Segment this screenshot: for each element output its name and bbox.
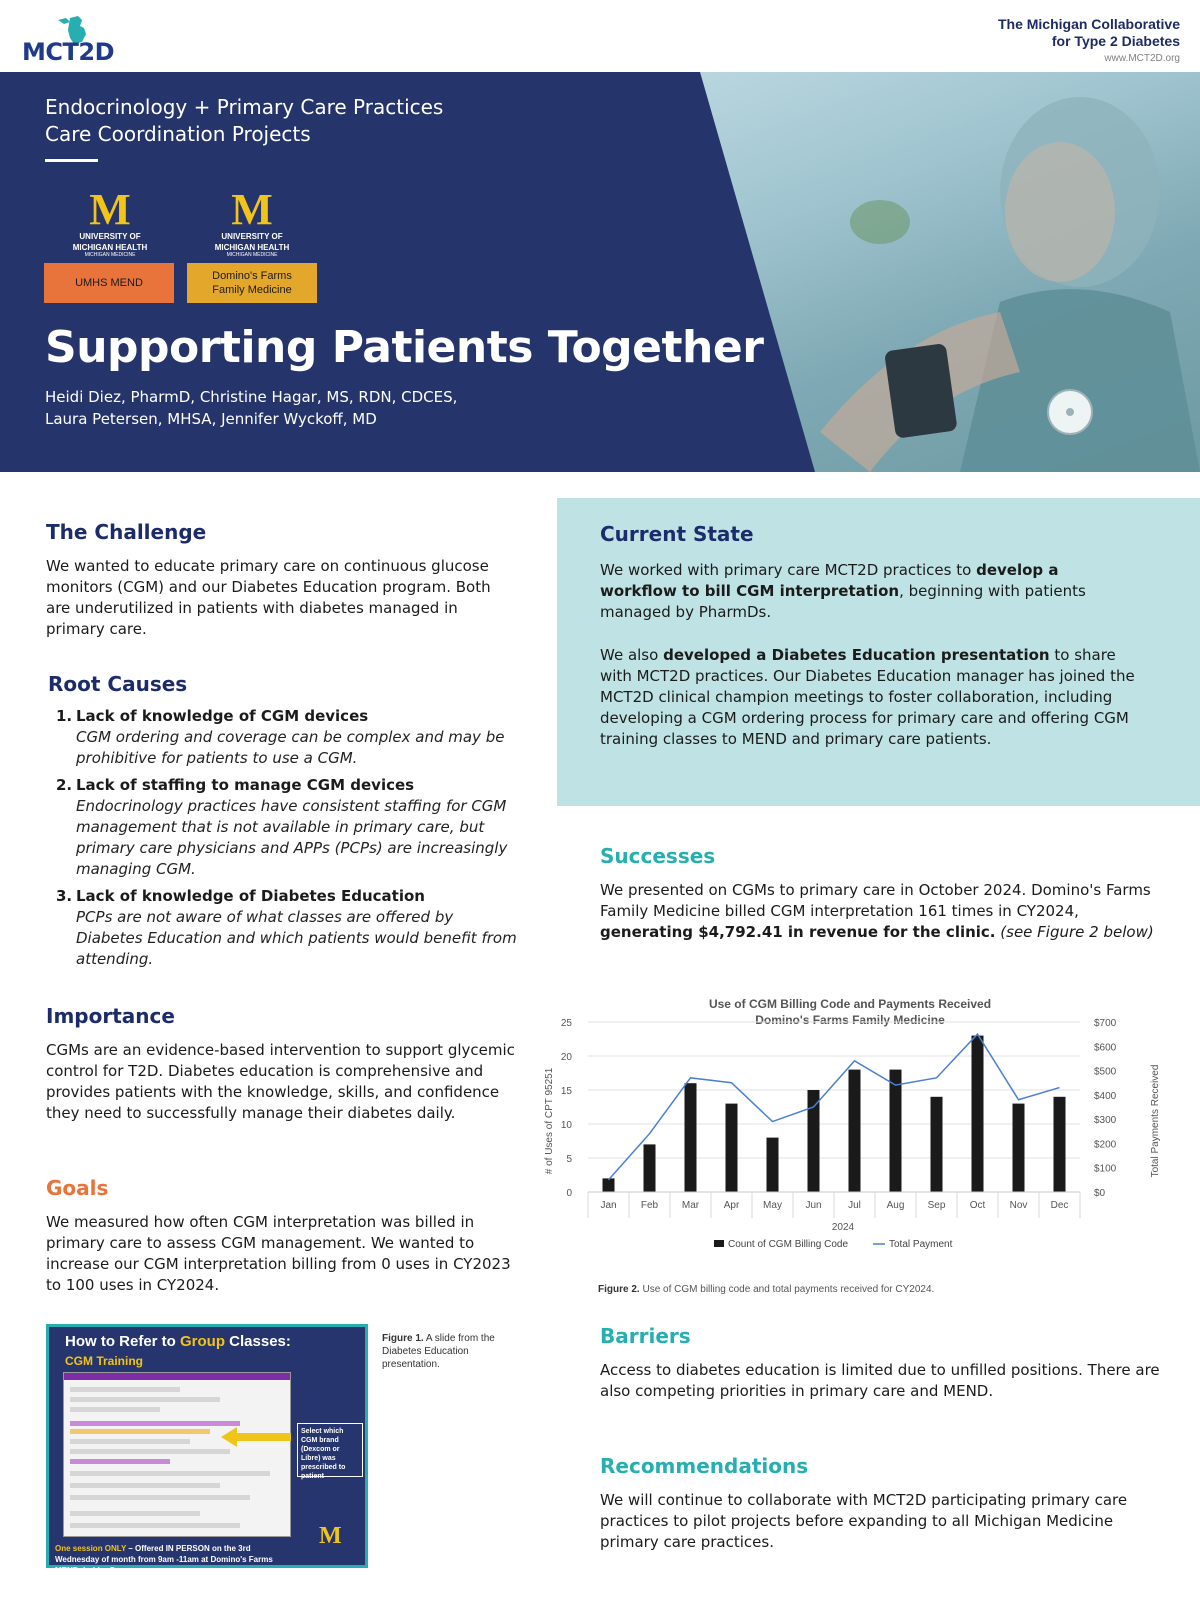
chart-title: Use of CGM Billing Code and Payments Received [708, 997, 992, 1011]
root-cause-desc: PCPs are not aware of what classes are offered by Diabetes Education and which patients would benefit from attending. [76, 908, 517, 968]
figure2-caption: Figure 2. Use of CGM billing code and total payments received for CY2024. [598, 1284, 935, 1295]
bar-jun [808, 1090, 820, 1192]
recommendations-text: We will continue to collaborate with MCT2D participating primary care practices to pilot projects before expanding to all Michigan Medicine primary care practices. [600, 1491, 1128, 1551]
bar-feb [644, 1144, 656, 1192]
root-cause-item [56, 775, 518, 880]
y-tick-label: 5 [566, 1154, 572, 1165]
org-name-line2: for Type 2 Diabetes [1051, 33, 1180, 49]
bar-apr [726, 1104, 738, 1192]
y2-tick-label: $600 [1094, 1042, 1117, 1054]
section-barriers [600, 1324, 1160, 1402]
figure2-chart [540, 996, 1180, 1286]
um-health-logo-2 [212, 185, 292, 259]
y2-tick-label: $100 [1094, 1163, 1117, 1175]
referral-form-screenshot [63, 1372, 291, 1537]
x-tick-label: Feb [640, 1200, 659, 1211]
y-tick-label: 10 [560, 1120, 572, 1131]
y-tick-label: 25 [560, 1018, 572, 1029]
x-tick-label: Sep [927, 1200, 946, 1211]
y-axis-label: # of Uses of CPT 95251 [544, 1067, 555, 1175]
hero-subtitle-line2: Care Coordination Projects [45, 122, 311, 146]
block-m-icon: M [231, 185, 273, 234]
arrow-left-icon [221, 1427, 291, 1447]
tag-umhs-mend-label: UMHS MEND [75, 277, 143, 289]
root-cause-item [56, 706, 518, 769]
org-block [998, 16, 1180, 64]
y2-tick-label: $500 [1094, 1066, 1117, 1078]
um-logo-line2: MICHIGAN HEALTH [214, 243, 290, 252]
poster-authors [45, 386, 457, 430]
y2-tick-label: $200 [1094, 1139, 1117, 1151]
section-root-causes [48, 672, 518, 976]
tag-umhs-mend [44, 263, 174, 303]
x-tick-label: Apr [723, 1200, 740, 1211]
combo-chart [540, 996, 1180, 1286]
tag-dominos-farms [187, 263, 317, 303]
x-axis-label: 2024 [831, 1222, 855, 1233]
recommendations-heading: Recommendations [600, 1454, 809, 1478]
hero-banner [0, 72, 1200, 472]
x-tick-label: Jan [600, 1200, 617, 1211]
um-logo-line1: UNIVERSITY OF [79, 232, 141, 241]
current-state-heading: Current State [600, 522, 754, 546]
bar-mar [685, 1083, 697, 1192]
bar-aug [890, 1070, 902, 1192]
chart-legend [714, 1239, 953, 1250]
hero-subtitle-line1: Endocrinology + Primary Care Practices [45, 95, 444, 119]
root-cause-title: 1. Lack of knowledge of CGM devices [56, 707, 369, 725]
figure1-slide [46, 1324, 368, 1575]
mct2d-logo [22, 14, 122, 66]
section-goals [46, 1176, 516, 1296]
barriers-heading: Barriers [600, 1324, 691, 1348]
logo-text: MCT2D [22, 38, 114, 66]
slide-title: How to Refer to Group Classes: [65, 1333, 291, 1350]
x-tick-label: Jul [848, 1200, 861, 1211]
y2-tick-label: $700 [1094, 1018, 1117, 1029]
bar-nov [1013, 1104, 1025, 1192]
importance-heading: Importance [46, 1004, 175, 1028]
section-challenge [46, 520, 516, 640]
goals-text: We measured how often CGM interpretation was billed in primary care to assess CGM management. We wanted to increase our CGM interpretation billing from 0 uses in CY2023 to 100 uses in CY2024. [46, 1213, 511, 1294]
slide-subtitle: CGM Training [65, 1354, 143, 1368]
tag-dominos-line2: Family Medicine [212, 284, 292, 296]
hero-subtitle [45, 94, 443, 148]
poster-title: Supporting Patients Together [45, 322, 764, 373]
y-tick-label: 15 [560, 1086, 572, 1097]
current-state-p2: We also developed a Diabetes Education presentation to share with MCT2D practices. Our Diabetes Education manager has joined the MCT2D clinical champion meetings to foster collaboration, including developing a CGM ordering process for primary care and offering CGM training classes to MEND and primary care patients. [600, 646, 1135, 748]
y2-axis-label: Total Payments Received [1150, 1064, 1161, 1178]
legend-label-bars: Count of CGM Billing Code [728, 1239, 849, 1250]
root-cause-title: 3. Lack of knowledge of Diabetes Education [56, 887, 425, 905]
um-health-logo-1 [70, 185, 150, 259]
root-cause-desc: Endocrinology practices have consistent staffing for CGM management that is not available in primary care, but primary care physicians and APPs (PCPs) are increasingly managing CGM. [76, 797, 508, 878]
block-m-icon: M [89, 185, 131, 234]
section-successes [600, 844, 1160, 943]
chart-subtitle: Domino's Farms Family Medicine [755, 1013, 945, 1027]
y-tick-label: 0 [566, 1188, 572, 1199]
slide-callout: Select which CGM brand (Dexcom or Libre) was prescribed to patient [297, 1423, 363, 1477]
block-m-icon: M [319, 1523, 342, 1549]
importance-text: CGMs are an evidence-based intervention to support glycemic control for T2D. Diabetes education is comprehensive and provides patients with the knowledge, skills, and confidence they need to successfully manage their diabetes daily. [46, 1041, 515, 1122]
challenge-heading: The Challenge [46, 520, 207, 544]
successes-heading: Successes [600, 844, 716, 868]
hero-divider [45, 159, 98, 162]
section-current-state [557, 498, 1200, 806]
x-tick-label: Jun [805, 1200, 822, 1211]
bar-jan [603, 1178, 615, 1192]
y2-tick-label: $300 [1094, 1115, 1117, 1127]
root-causes-heading: Root Causes [48, 672, 188, 696]
x-tick-label: Dec [1050, 1200, 1069, 1211]
um-logo-line3: MICHIGAN MEDICINE [226, 252, 278, 258]
y-tick-label: 20 [560, 1052, 572, 1063]
slide-footer: One session ONLY – Offered IN PERSON on the 3rd Wednesday of month from 9am -11am at Domino's Farms MEND, Lobby C [55, 1544, 273, 1575]
root-cause-item [56, 886, 518, 970]
root-cause-title: 2. Lack of staffing to manage CGM devices [56, 776, 415, 794]
legend-label-line: Total Payment [889, 1239, 953, 1250]
x-tick-label: Nov [1009, 1200, 1028, 1211]
root-causes-list [48, 706, 518, 970]
section-recommendations [600, 1454, 1160, 1553]
um-logo-line3: MICHIGAN MEDICINE [84, 252, 136, 258]
org-name-line1: The Michigan Collaborative [997, 16, 1180, 32]
bar-jul [849, 1070, 861, 1192]
x-tick-label: May [763, 1200, 782, 1211]
um-logo-line1: UNIVERSITY OF [221, 232, 283, 241]
authors-line2: Laura Petersen, MHSA, Jennifer Wyckoff, MD [45, 410, 377, 428]
x-tick-label: Oct [969, 1200, 986, 1211]
section-importance [46, 1004, 516, 1124]
y2-tick-label: $400 [1094, 1090, 1117, 1102]
current-state-p1: We worked with primary care MCT2D practices to develop a workflow to bill CGM interpretation, beginning with patients managed by PharmDs. [600, 561, 1086, 621]
bar-oct [972, 1036, 984, 1192]
authors-line1: Heidi Diez, PharmD, Christine Hagar, MS, RDN, CDCES, [45, 388, 458, 406]
bar-sep [931, 1097, 943, 1192]
org-url[interactable]: www.MCT2D.org [1104, 53, 1180, 64]
goals-heading: Goals [46, 1176, 109, 1200]
challenge-text: We wanted to educate primary care on continuous glucose monitors (CGM) and our Diabetes Education program. Both are underutilized in patients with diabetes managed in primary care. [46, 557, 491, 638]
successes-text: We presented on CGMs to primary care in October 2024. Domino's Farms Family Medicine billed CGM interpretation 161 times in CY2024, generating $4,792.41 in revenue for the clinic. (see Figure 2 below) [600, 881, 1154, 941]
figure1-caption: Figure 1. A slide from the Diabetes Education presentation. [382, 1333, 495, 1370]
um-logo-line2: MICHIGAN HEALTH [72, 243, 148, 252]
bar-dec [1054, 1097, 1066, 1192]
x-tick-label: Aug [886, 1200, 905, 1211]
x-tick-label: Mar [681, 1200, 700, 1211]
barriers-text: Access to diabetes education is limited due to unfilled positions. There are also competing priorities in primary care and MEND. [600, 1361, 1160, 1400]
legend-swatch-bars [714, 1240, 724, 1247]
root-cause-desc: CGM ordering and coverage can be complex and may be prohibitive for patients to use a CGM. [76, 728, 505, 767]
tag-dominos-line1: Domino's Farms [212, 270, 292, 282]
y2-tick-label: $0 [1094, 1188, 1106, 1199]
bar-may [767, 1138, 779, 1192]
